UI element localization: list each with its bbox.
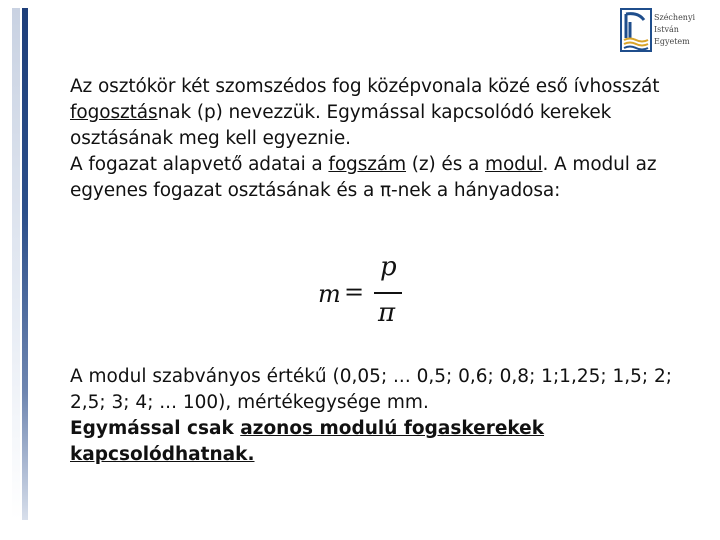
logo-emblem-icon xyxy=(620,8,652,52)
fraction-line xyxy=(374,292,402,294)
term-fogszam: fogszám xyxy=(328,154,407,175)
paragraph-modul xyxy=(70,152,690,204)
decorative-bar-dark xyxy=(22,8,28,520)
emphasis-underlined: azonos modulú fogaskerekek kapcsolódhatnak. xyxy=(70,418,545,465)
text-span: nak (p) nevezzük. Egymással kapcsolódó kerekek osztásának meg kell egyeznie. xyxy=(70,102,612,149)
logo-text-line: Egyetem xyxy=(654,37,690,46)
text-span: Az osztókör két szomszédos fog középvonala közé eső ívhosszát xyxy=(70,76,660,97)
modul-formula xyxy=(318,252,418,336)
paragraph-fogosztas xyxy=(70,74,690,152)
text-span: A fogazat alapvető adatai a xyxy=(70,154,329,175)
text-span: (z) és a xyxy=(406,154,486,175)
formula-lhs: m xyxy=(318,280,341,308)
term-fogosztas: fogosztás xyxy=(70,102,158,123)
term-modul: modul xyxy=(485,154,543,175)
text-span: Egymással csak xyxy=(70,418,241,439)
formula-equals: = xyxy=(344,278,365,306)
text-span: . A modul az egyenes fogazat osztásának és a π-nek a hányadosa: xyxy=(70,154,657,201)
university-logo xyxy=(620,8,716,58)
decorative-bar-light xyxy=(12,8,20,520)
logo-text-line: Széchenyi xyxy=(654,13,696,22)
formula-numerator: p xyxy=(380,252,397,282)
intro-text xyxy=(70,74,690,204)
logo-text-line: István xyxy=(654,25,679,34)
paragraph-conclusion xyxy=(70,416,690,468)
bottom-text xyxy=(70,364,690,468)
paragraph-standard-values: A modul szabványos értékű (0,05; ... 0,5; 0,6; 0,8; 1;1,25; 1,5; 2; 2,5; 3; 4; ... 100), mértékegysége mm. xyxy=(70,366,673,413)
formula-denominator: π xyxy=(378,298,396,328)
